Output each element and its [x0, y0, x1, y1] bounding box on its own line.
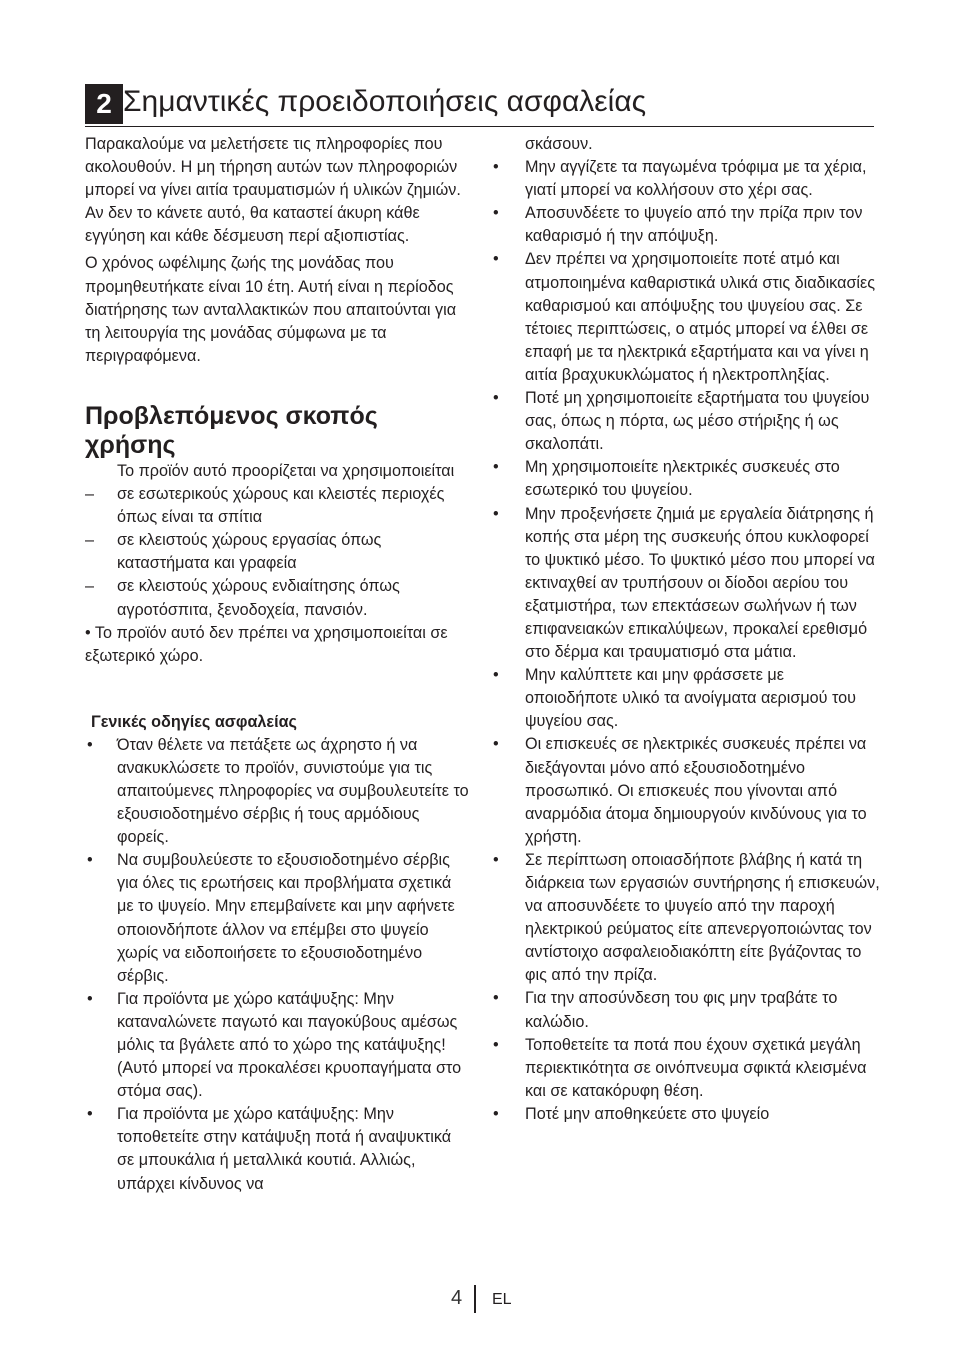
- safety-item: • Για προϊόντα με χώρο κατάψυξης: Μην καταναλώνετε παγωτό και παγοκύβους αμέσως μόλις τα βγάλετε από το χώρο της κατάψυξης! (Αυτό μπορεί να προκαλέσει κρυοπαγήματα στο στόμα σας).: [87, 989, 462, 1101]
- safety-item: • Για την αποσύνδεση του φις μην τραβάτε το καλώδιο.: [493, 989, 838, 1031]
- footer-divider: [474, 1285, 476, 1313]
- language-code: EL: [492, 1291, 512, 1308]
- section-title: Σημαντικές προειδοποιήσεις ασφαλείας: [123, 85, 647, 118]
- safety-item: • Ποτέ μη χρησιμοποιείτε εξαρτήματα του ψυγείου σας, όπως η πόρτα, ως μέσο στήριξης ή ως σκαλοπάτι.: [493, 389, 870, 454]
- safety-item: • Αποσυνδέετε το ψυγείο από την πρίζα πριν τον καθαρισμό ή την απόψυξη.: [493, 204, 863, 246]
- intended-use-item: – σε κλειστούς χώρους ενδιαίτησης όπως αγροτόσπιτα, ξενοδοχεία, πανσιόν.: [85, 577, 400, 619]
- safety-item: • Μην αγγίζετε τα παγωμένα τρόφιμα με τα χέρια, γιατί μπορεί να κολλήσουν στο χέρι σας.: [493, 158, 867, 200]
- safety-item: • Μη χρησιμοποιείτε ηλεκτρικές συσκευές στο εσωτερικό του ψυγείου.: [493, 458, 840, 500]
- intended-use-item: – σε κλειστούς χώρους εργασίας όπως καταστήματα και γραφεία: [85, 531, 382, 573]
- section-header: [85, 82, 874, 127]
- page-number: 4: [451, 1287, 463, 1309]
- general-safety-heading: Γενικές οδηγίες ασφαλείας: [91, 712, 297, 731]
- safety-item: • Τοποθετείτε τα ποτά που έχουν σχετικά μεγάλη περιεκτικότητα σε οινόπνευμα σφικτά κλεισμένα και σε κατακόρυφη θέση.: [493, 1035, 867, 1100]
- safety-item: • Για προϊόντα με χώρο κατάψυξης: Μην τοποθετείτε στην κατάψυξη ποτά ή αναψυκτικά σε μπουκάλια ή μεταλλικά κουτιά. Αλλιώς, υπάρχει κίνδυνος να: [87, 1105, 452, 1193]
- page-footer: [0, 1285, 954, 1315]
- right-column: [491, 133, 881, 1126]
- intended-use-lead: Το προϊόν αυτό προορίζεται να χρησιμοποιείται: [117, 461, 455, 480]
- intended-use-heading: Προβλεπόμενος σκοπός χρήσης: [85, 401, 378, 459]
- safety-item: • Μην καλύπτετε και μην φράσσετε με οποιοδήποτε υλικό τα ανοίγματα αερισμού του ψυγείου σας.: [493, 666, 857, 731]
- outdoor-note: • Το προϊόν αυτό δεν πρέπει να χρησιμοποιείται σε εξωτερικό χώρο.: [85, 623, 448, 665]
- intro-paragraph-2: Ο χρόνος ωφέλιμης ζωής της μονάδας που προμηθευτήκατε είναι 10 έτη. Αυτή είναι η περίοδος διατήρησης των ανταλλακτικών που απαιτούνται για τη λειτουργία της μονάδας σύμφωνα με τα περιγραφόμενα.: [85, 254, 457, 365]
- safety-item: • Σε περίπτωση οποιασδήποτε βλάβης ή κατά τη διάρκεια των εργασιών συντήρησης ή επισκευών, να αποσυνδέετε το ψυγείο από την παροχή ηλεκτρικού ρεύματος είτε απενεργοποιώντας τον αντίστοιχο ασφαλειοδιακόπτη είτε βγάζοντας το φις από την πρίζα.: [493, 850, 880, 985]
- section-number: 2: [85, 84, 123, 124]
- continuation-text: σκάσουν.: [525, 135, 593, 153]
- safety-item: • Δεν πρέπει να χρησιμοποιείτε ποτέ ατμό και ατμοποιημένα καθαριστικά υλικά στις διαδικασίες καθαρισμού και απόψυξης του ψυγείου σας. Σε τέτοιες περιπτώσεις, ο ατμός μπορεί να έλθει σε επαφή με τα ηλεκτρικά εξαρτήματα και να γίνει η αιτία βραχυκυκλώματος ή ηλεκτροπληξίας.: [493, 250, 876, 384]
- safety-item: • Οι επισκευές σε ηλεκτρικές συσκευές πρέπει να διεξάγονται μόνο από εξουσιοδοτημένο προσωπικό. Οι επισκευές που γίνονται από αναρμόδια άτομα δημιουργούν κινδύνους για το χρήστη.: [493, 735, 867, 846]
- safety-item: • Μην προξενήσετε ζημιά με εργαλεία διάτρησης ή κοπής στα μέρη της συσκευής όπου κυκλοφορεί το ψυκτικό μέσο. Το ψυκτικό μέσο που μπορεί να εκτιναχθεί αν τρυπήσουν οι δίοδοι αερίου του εξατμιστήρα, των επεκτάσεων σωλήνων ή των επιφανειακών επικαλύψεων, προκαλεί ερεθισμό στο δέρμα και τραυματισμό στα μάτια.: [493, 504, 875, 662]
- safety-item: • Να συμβουλεύεστε το εξουσιοδοτημένο σέρβις για όλες τις ερωτήσεις και προβλήματα σχετικά με το ψυγείο. Μην επεμβαίνετε και μην αφήνετε οποιονδήποτε άλλον να επέμβει στο ψυγείο χωρίς να ειδοποιήσετε το εξουσιοδοτημένο σέρβις.: [87, 851, 455, 985]
- intro-paragraph-1: Παρακαλούμε να μελετήσετε τις πληροφορίες που ακολουθούν. Η μη τήρηση αυτών των πληροφοριών μπορεί να γίνει αιτία τραυματισμών ή υλικών ζημιών. Αν δεν το κάνετε αυτό, θα καταστεί άκυρη κάθε εγγύηση και κάθε δέσμευση περί αξιοπιστίας.: [85, 135, 461, 246]
- safety-item: • Όταν θέλετε να πετάξετε ως άχρηστο ή να ανακυκλώσετε το προϊόν, συνιστούμε για τις απαιτούμενες πληροφορίες να συμβουλευτείτε το εξουσιοδοτημένο σέρβις ή τους αρμόδιους φορείς.: [87, 735, 469, 847]
- safety-item: • Ποτέ μην αποθηκεύετε στο ψυγείο: [493, 1104, 770, 1123]
- left-column: [85, 133, 470, 1196]
- intended-use-item: – σε εσωτερικούς χώρους και κλειστές περιοχές όπως είναι τα σπίτια: [85, 485, 445, 527]
